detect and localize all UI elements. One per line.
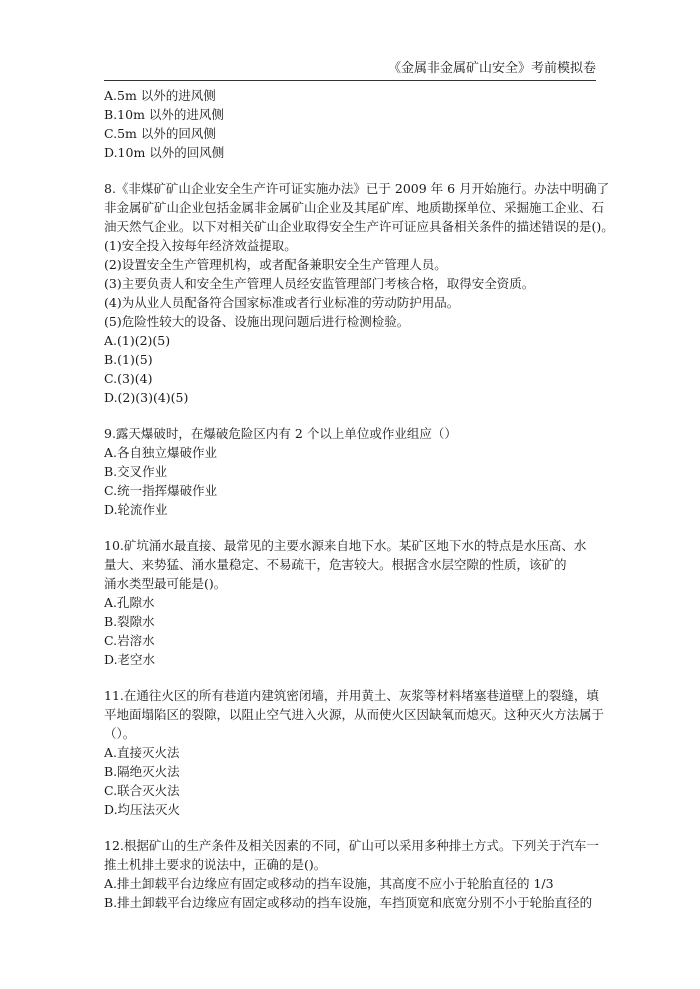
question-line: 涌水类型最可能是()。 bbox=[104, 576, 227, 591]
option-line: C.统一指挥爆破作业 bbox=[104, 483, 218, 498]
option-line: C.(3)(4) bbox=[104, 371, 153, 386]
option-line: D.轮流作业 bbox=[104, 502, 168, 517]
option-line: B.交叉作业 bbox=[104, 464, 168, 479]
option-line: A.各自独立爆破作业 bbox=[104, 445, 218, 460]
question-line: (3)主要负责人和安全生产管理人员经安监管理部门考核合格，取得安全资质。 bbox=[104, 276, 535, 291]
question-line: (2)设置安全生产管理机构，或者配备兼职安全生产管理人员。 bbox=[104, 257, 447, 272]
question-line: 量大、来势猛、涌水量稳定、不易疏干，危害较大。根据含水层空隙的性质，该矿的 bbox=[104, 557, 567, 572]
option-line: B.裂隙水 bbox=[104, 614, 155, 629]
question-line: 推土机排土要求的说法中，正确的是()。 bbox=[104, 857, 327, 872]
header-rule bbox=[104, 80, 596, 81]
option-line: D.老空水 bbox=[104, 652, 156, 667]
question-line: 油天然气企业。以下对相关矿山企业取得安全生产许可证应具备相关条件的描述错误的是()。 bbox=[104, 219, 614, 234]
option-line: C.岩溶水 bbox=[104, 633, 155, 648]
option-line: A.孔隙水 bbox=[104, 595, 155, 610]
option-line: D.(2)(3)(4)(5) bbox=[104, 390, 189, 405]
question-line: 非金属矿矿山企业包括金属非金属矿山企业及其尾矿库、地质勘探单位、采掘施工企业、石 bbox=[104, 200, 605, 215]
option-line: B.10m 以外的进风侧 bbox=[104, 107, 224, 122]
question-line: (5)危险性较大的设备、设施出现问题后进行检测检验。 bbox=[104, 314, 410, 329]
option-line: B.排土卸载平台边缘应有固定或移动的挡车设施，车挡顶宽和底宽分别不小于轮胎直径的 bbox=[104, 895, 593, 910]
question-line: 12.根据矿山的生产条件及相关因素的不同，矿山可以采用多种排土方式。下列关于汽车一 bbox=[104, 838, 599, 853]
option-line: A.(1)(2)(5) bbox=[104, 333, 171, 348]
option-line: A.5m 以外的进风侧 bbox=[104, 88, 216, 103]
option-line: B.(1)(5) bbox=[104, 352, 153, 367]
question-line: 8.《非煤矿矿山企业安全生产许可证实施办法》已于 2009 年 6 月开始施行。办法中明确了 bbox=[104, 181, 610, 196]
option-line: C.5m 以外的回风侧 bbox=[104, 126, 216, 141]
option-line: A.排土卸载平台边缘应有固定或移动的挡车设施，其高度不应小于轮胎直径的 1/3 bbox=[104, 876, 554, 891]
question-line: 平地面塌陷区的裂隙，以阻止空气进入火源，从而使火区因缺氧而熄灭。这种灭火方法属于 bbox=[104, 707, 605, 722]
question-line: （）。 bbox=[104, 726, 136, 741]
option-line: D.均压法灭火 bbox=[104, 802, 181, 817]
option-line: D.10m 以外的回风侧 bbox=[104, 145, 225, 160]
question-line: 9.露天爆破时，在爆破危险区内有 2 个以上单位或作业组应（） bbox=[104, 426, 457, 441]
question-line: 11.在通往火区的所有巷道内建筑密闭墙，并用黄土、灰浆等材料堵塞巷道壁上的裂缝，填 bbox=[104, 688, 599, 703]
question-line: 10.矿坑涌水最直接、最常见的主要水源来自地下水。某矿区地下水的特点是水压高、水 bbox=[104, 538, 587, 553]
page-header-title: 《金属非金属矿山安全》考前模拟卷 bbox=[387, 61, 596, 76]
question-line: (4)为从业人员配备符合国家标准或者行业标准的劳动防护用品。 bbox=[104, 295, 460, 310]
question-line: (1)安全投入按每年经济效益提取。 bbox=[104, 238, 297, 253]
option-line: A.直接灭火法 bbox=[104, 745, 180, 760]
option-line: C.联合灭火法 bbox=[104, 783, 180, 798]
option-line: B.隔绝灭火法 bbox=[104, 764, 180, 779]
